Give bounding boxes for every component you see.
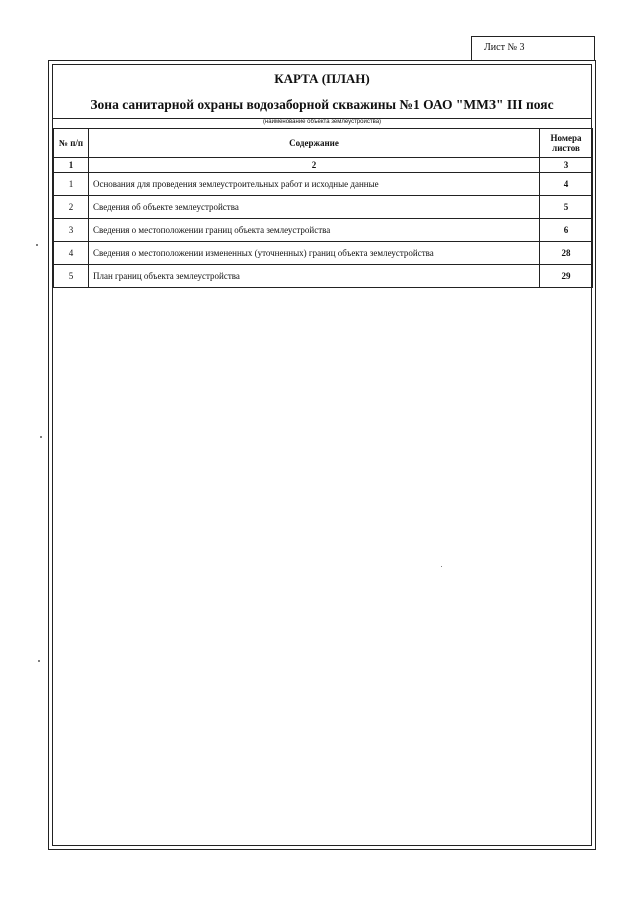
scan-speck	[38, 660, 40, 662]
object-name: Зона санитарной охраны водозаборной скважины №1 ОАО "ММЗ" III пояс	[90, 97, 554, 112]
row-title: Сведения о местоположении границ объекта землеустройства	[89, 219, 540, 242]
column-header-number: № п/п	[54, 129, 89, 158]
table-row	[54, 196, 593, 219]
row-number: 2	[54, 196, 89, 219]
row-title: Сведения о местоположении измененных (уточненных) границ объекта землеустройства	[89, 242, 540, 265]
document-title: КАРТА (ПЛАН)	[274, 71, 370, 86]
table-row	[54, 173, 593, 196]
scan-speck	[36, 244, 38, 246]
row-pages: 28	[540, 242, 593, 265]
row-pages: 4	[540, 173, 593, 196]
row-number: 3	[54, 219, 89, 242]
table-header-row	[54, 129, 593, 158]
row-pages: 5	[540, 196, 593, 219]
row-number: 5	[54, 265, 89, 288]
column-header-pages: Номера листов	[540, 129, 593, 158]
column-index-cell: 3	[540, 158, 593, 173]
column-index-row	[54, 158, 593, 173]
row-title: План границ объекта землеустройства	[89, 265, 540, 288]
sheet-number-label: Лист № 3	[471, 36, 595, 60]
document-inner-frame	[52, 64, 592, 846]
row-title: Основания для проведения землеустроительных работ и исходные данные	[89, 173, 540, 196]
table-row	[54, 219, 593, 242]
table-row	[54, 265, 593, 288]
object-caption: (наименование объекта землеустройства)	[262, 119, 382, 125]
row-pages: 6	[540, 219, 593, 242]
row-number: 4	[54, 242, 89, 265]
scan-speck	[441, 566, 442, 567]
row-pages: 29	[540, 265, 593, 288]
column-header-title: Содержание	[89, 129, 540, 158]
row-title: Сведения об объекте землеустройства	[89, 196, 540, 219]
table-row	[54, 242, 593, 265]
row-number: 1	[54, 173, 89, 196]
column-index-cell: 2	[89, 158, 540, 173]
scan-speck	[40, 436, 42, 438]
document-frame	[48, 60, 596, 850]
column-index-cell: 1	[54, 158, 89, 173]
contents-table	[53, 128, 593, 288]
